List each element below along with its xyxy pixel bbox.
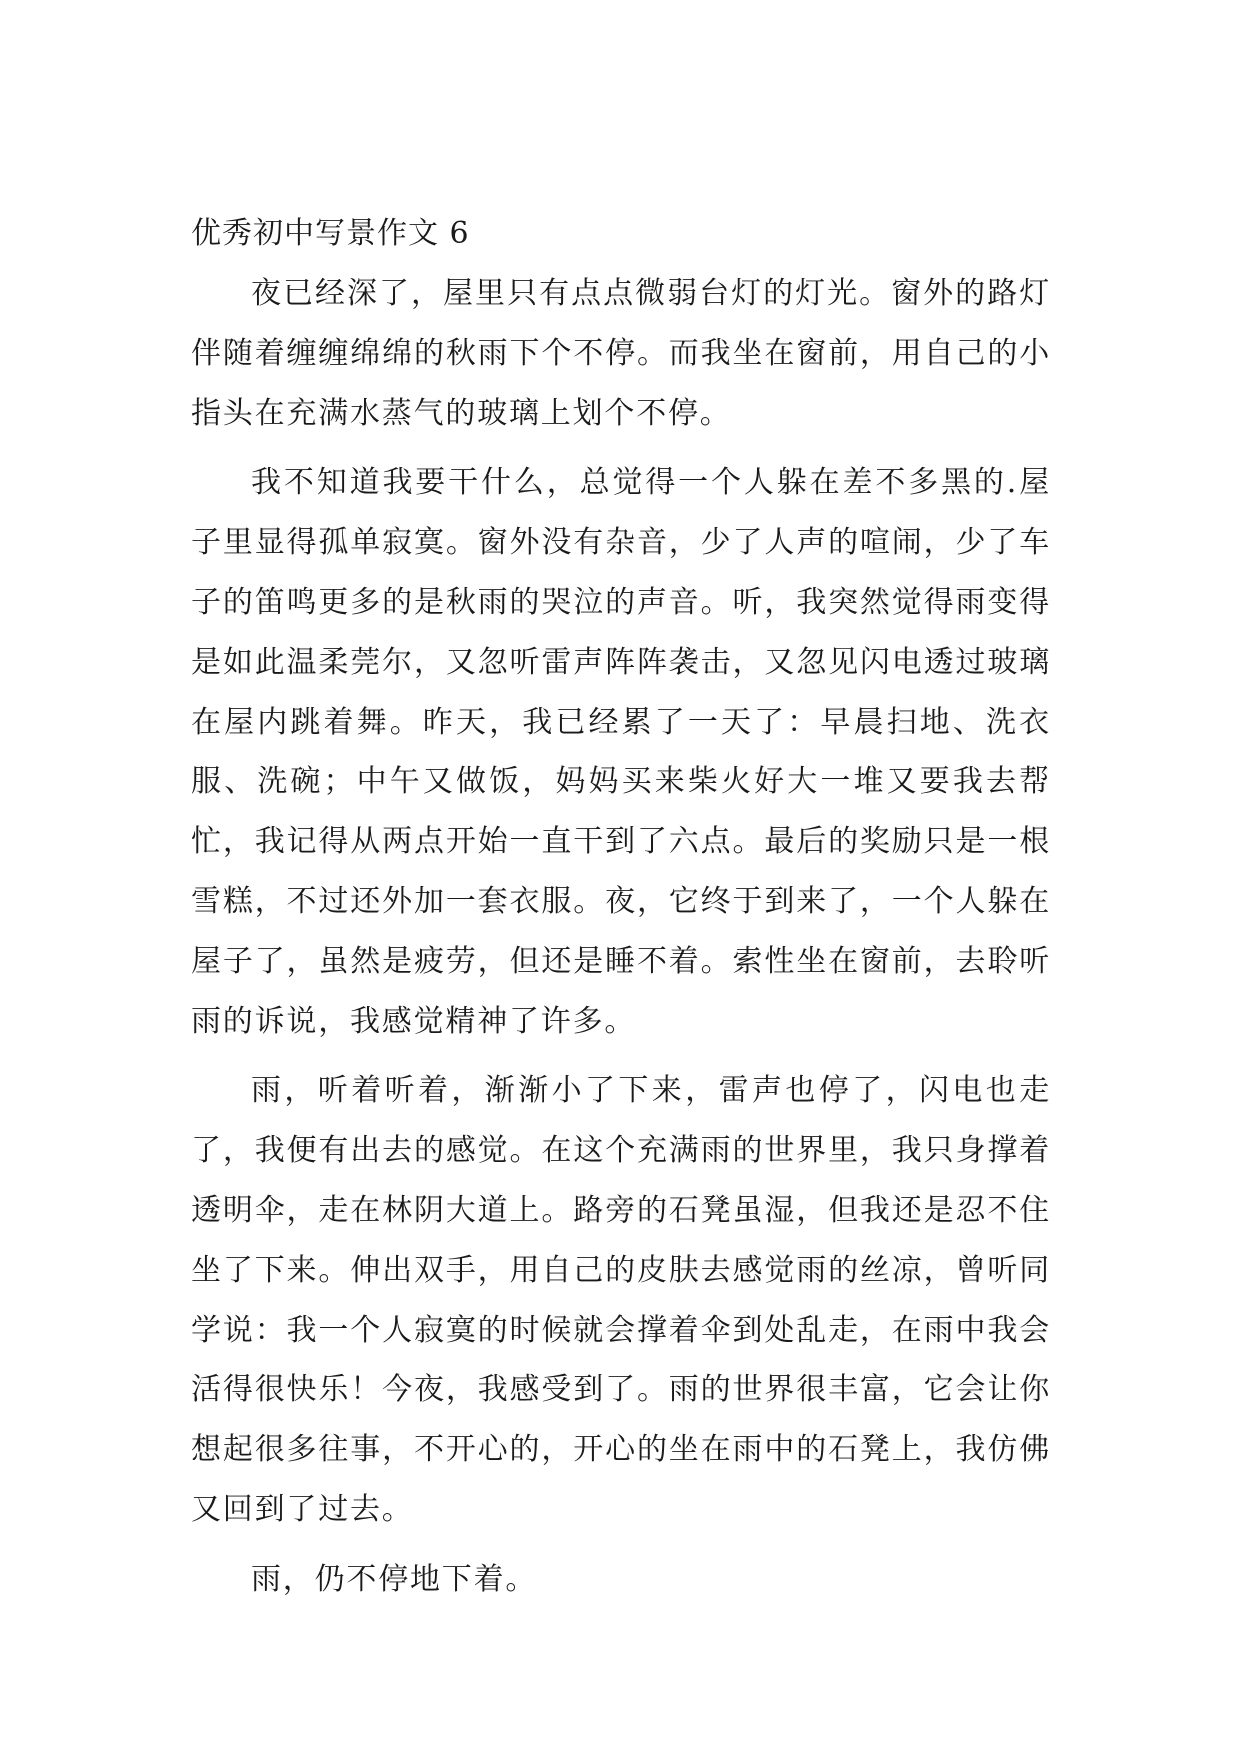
- paragraph-1: 夜已经深了，屋里只有点点微弱台灯的灯光。窗外的路灯伴随着缠缠绵绵的秋雨下个不停。而我坐在窗前，用自己的小指头在充满水蒸气的玻璃上划个不停。: [191, 276, 1051, 431]
- paragraph-4: 雨，仍不停地下着。: [251, 1561, 538, 1597]
- paragraph-2: 我不知道我要干什么，总觉得一个人躲在差不多黑的.屋子里显得孤单寂寞。窗外没有杂音，少了人声的喧闹，少了车子的笛鸣更多的是秋雨的哭泣的声音。听，我突然觉得雨变得是如此温柔莞尔，又忽听雷声阵阵袭击，又忽见闪电透过玻璃在屋内跳着舞。昨天，我已经累了一天了：早晨扫地、洗衣服、洗碗；中午又做饭，妈妈买来柴火好大一堆又要我去帮忙，我记得从两点开始一直干到了六点。最后的奖励只是一根雪糕，不过还外加一套衣服。夜，它终于到来了，一个人躲在屋子了，虽然是疲劳，但还是睡不着。索性坐在窗前，去聆听雨的诉说，我感觉精神了许多。: [191, 465, 1051, 1039]
- document-page: [191, 211, 1051, 1610]
- paragraph-3: 雨，听着听着，渐渐小了下来，雷声也停了，闪电也走了，我便有出去的感觉。在这个充满雨的世界里，我只身撑着透明伞，走在林阴大道上。路旁的石凳虽湿，但我还是忍不住坐了下来。伸出双手，用自己的皮肤去感觉雨的丝凉，曾听同学说：我一个人寂寞的时候就会撑着伞到处乱走，在雨中我会活得很快乐！今夜，我感受到了。雨的世界很丰富，它会让你想起很多往事，不开心的，开心的坐在雨中的石凳上，我仿佛又回到了过去。: [191, 1073, 1051, 1527]
- document-title: 优秀初中写景作文 6: [191, 216, 470, 251]
